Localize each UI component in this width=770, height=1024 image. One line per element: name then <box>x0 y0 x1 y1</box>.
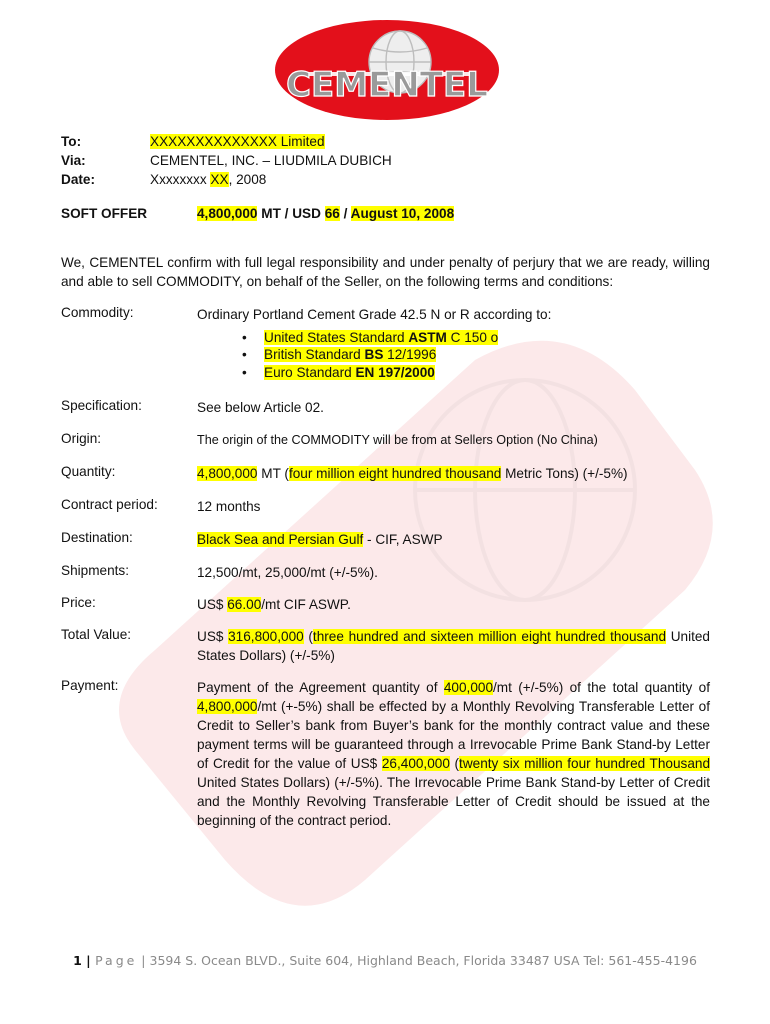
total-value-label: Total Value: <box>61 627 132 642</box>
soft-offer-label: SOFT OFFER <box>61 206 148 221</box>
payment-value: Payment of the Agreement quantity of 400,000/mt (+/-5%) of the total quantity of 4,800,000/mt (+-5%) shall be effected by a Monthly Revolving Transferable Letter of Credit to Seller’s bank from Buyer’s bank for the monthly contract value and these payment terms will be guaranteed through a Irrevocable Prime Bank Stand-by Letter of Credit for the value of US$ 26,400,000 (twenty six million four hundred Thousand United States Dollars) (+/-5%). The Irrevocable Prime Bank Stand-by Letter of Credit and the Monthly Revolving Transferable Letter of Credit should be issued at the beginning of the contract period. <box>197 680 711 828</box>
shipments-value: 12,500/mt, 25,000/mt (+/-5%). <box>197 565 378 580</box>
logo-text: CEMENTEL <box>286 65 488 105</box>
price-label: Price: <box>61 595 96 610</box>
quantity-value: 4,800,000 MT (four million eight hundred thousand Metric Tons) (+/-5%) <box>197 466 628 481</box>
cementel-logo <box>272 18 502 126</box>
total-value-value: US$ 316,800,000 (three hundred and sixteen million eight hundred thousand United States Dollars) (+/-5%) <box>197 629 710 663</box>
commodity-label: Commodity: <box>61 305 134 320</box>
specification-label: Specification: <box>61 398 142 413</box>
destination-value: Black Sea and Persian Gulf - CIF, ASWP <box>197 532 443 547</box>
date-value: Xxxxxxxx XX, 2008 <box>150 172 267 187</box>
origin-label: Origin: <box>61 431 102 446</box>
date-label: Date: <box>61 172 95 187</box>
price-value: US$ 66.00/mt CIF ASWP. <box>197 597 351 612</box>
origin-value: The origin of the COMMODITY will be from at Sellers Option (No China) <box>197 433 598 447</box>
shipments-label: Shipments: <box>61 563 130 578</box>
via-value: CEMENTEL, INC. – LIUDMILA DUBICH <box>150 153 392 168</box>
page-footer: 1 | Page | 3594 S. Ocean BLVD., Suite 604, Highland Beach, Florida 33487 USA Tel: 561-455-4196 <box>73 953 697 968</box>
intro-paragraph: We, CEMENTEL confirm with full legal responsibility and under penalty of perjury that we are ready, willing and able to sell COMMODITY, on behalf of the Seller, on the following terms and conditions: <box>61 255 710 289</box>
to-label: To: <box>61 134 82 149</box>
specification-value: See below Article 02. <box>197 400 324 415</box>
footer-address: | 3594 S. Ocean BLVD., Suite 604, Highland Beach, Florida 33487 USA Tel: 561-455-4196 <box>137 953 697 968</box>
soft-offer-value: 4,800,000 MT / USD 66 / August 10, 2008 <box>197 206 455 221</box>
to-value: XXXXXXXXXXXXXX Limited <box>150 134 325 149</box>
payment-label: Payment: <box>61 678 119 693</box>
quantity-label: Quantity: <box>61 464 116 479</box>
contract-period-value: 12 months <box>197 499 261 514</box>
document-page: CEMENTEL To: XXXXXXXXXXXXXX Limited Via: CEMENTEL, INC. – LIUDMILA DUBICH Date: Xxxxxxxx XX, 2008 SOFT OFFER 4,800,000 MT / USD 66 / August 10, 2008 We, CEMENTEL confirm with full legal responsibility and under penalty of perjury that we are ready, willing and able to sell COMMODITY, on behalf of the Seller, on the following terms and conditions: Commodity: Ordinary Portland Cement Grade 42.5 N or R according to: • United States Standard ASTM C 150 o • British Standard BS 12/1996 • Euro Standard EN 197/2000 Specification: See below Article 02. Origin: The origin of the COMMODITY will be from at Sellers Option (No China) Quantity: 4,800,000 MT (four million eight hundred thousand Metric Tons) (+/-5%) Contract period: 12 months Destination: Black Sea and Persian Gulf - CIF, ASWP Shipments: 12,500/mt, 25,000/mt (+/-5%). Price: US$ 66.00/mt CIF ASWP. Total Value: US$ 316,800,000 (three hundred and sixteen million eight hundred thousand United States Dollars) (+/-5%) Payment: Payment of the Agreement quantity of 400,000/mt (+/-5%) of the total quantity of 4,800,000/mt (+-5%) shall be effected by a Monthly Revolving Transferable Letter of Credit to Seller’s bank from Buyer’s bank for the monthly contract value and these payment terms will be guaranteed through a Irrevocable Prime Bank Stand-by Letter of Credit for the value of US$ 26,400,000 (twenty six million four hundred Thousand United States Dollars) (+/-5%). The Irrevocable Prime Bank Stand-by Letter of Credit and the Monthly Revolving Transferable Letter of Credit should be issued at the beginning of the contract period. 1 | Page | 3594 S. Ocean BLVD., Suite 604, Highland Beach, Florida 33487 USA Tel: 561-455-4196 <box>0 0 770 1024</box>
destination-label: Destination: <box>61 530 133 545</box>
commodity-value: Ordinary Portland Cement Grade 42.5 N or R according to: <box>197 307 552 322</box>
page-number: 1 <box>73 953 82 968</box>
contract-period-label: Contract period: <box>61 497 158 512</box>
via-label: Via: <box>61 153 86 168</box>
